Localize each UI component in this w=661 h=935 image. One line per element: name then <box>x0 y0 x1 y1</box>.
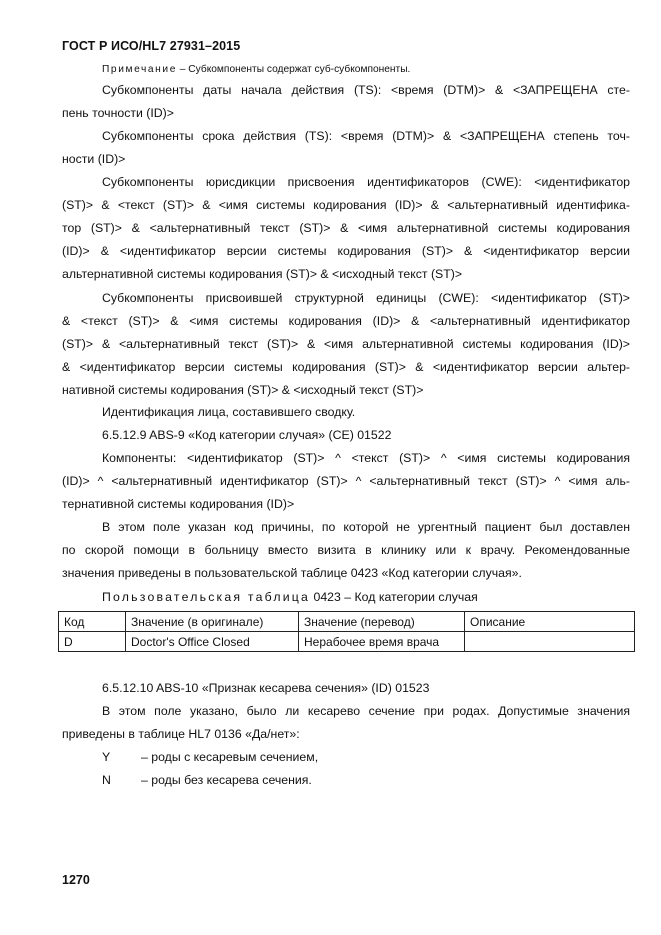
paragraph-line: & <текст (ST)> & <имя системы кодирования (ID)> & <альтернативный идентификатор <box>62 314 630 328</box>
column-header: Код <box>59 612 126 632</box>
paragraph-line: приведены в таблице HL7 0136 «Да/нет»: <box>62 727 300 741</box>
table-cell: Нерабочее время врача <box>299 632 465 652</box>
paragraph-line: (ID)> & <идентификатор версии системы кодирования (ST)> & <идентификатор версии <box>62 244 630 258</box>
paragraph-line: Компоненты: <идентификатор (ST)> ^ <текст (ST)> ^ <имя системы кодирования <box>102 451 630 465</box>
paragraph-line: (ST)> & <текст (ST)> & <имя системы кодирования (ID)> & <альтернативный идентифика- <box>62 198 630 212</box>
paragraph-line: В этом поле указан код причины, по которой не ургентный пациент был доставлен <box>102 520 630 534</box>
table-caption-title: 0423 – Код категории случая <box>310 590 478 604</box>
table-caption-label: Пользовательская таблица <box>102 590 311 604</box>
column-header: Значение (в оригинале) <box>126 612 299 632</box>
paragraph-line: В этом поле указано, было ли кесарево сечение при родах. Допустимые значения <box>102 704 630 718</box>
column-header: Значение (перевод) <box>299 612 465 632</box>
paragraph-line: по скорой помощи в больницу вместо визита в клинику или к врачу. Рекомендованные <box>62 543 630 557</box>
paragraph-line: тор (ST)> & <альтернативный текст (ST)> & <имя альтернативной системы кодирования <box>62 221 630 235</box>
note-text: – Субкомпоненты содержат суб-субкомпоненты. <box>176 64 411 75</box>
paragraph-line: & <идентификатор версии системы кодирования (ST)> & <идентификатор версии альтер- <box>62 360 630 374</box>
paragraph-line: альтернативной системы кодирования (ST)> & <исходный текст (ST)> <box>62 267 463 281</box>
paragraph-line: Субкомпоненты срока действия (TS): <время (DTM)> & <ЗАПРЕЩЕНА степень точ- <box>102 129 630 143</box>
paragraph-line: ности (ID)> <box>62 152 126 166</box>
column-header: Описание <box>465 612 635 632</box>
table-cell: Doctor's Office Closed <box>126 632 299 652</box>
value-code: N <box>102 773 111 787</box>
paragraph-line: (ST)> & <альтернативный текст (ST)> & <имя альтернативной системы кодирования (ID)> <box>62 337 630 351</box>
table-cell <box>465 632 635 652</box>
paragraph-line: нативной системы кодирования (ST)> & <исходный текст (ST)> <box>62 383 424 397</box>
paragraph-line: Субкомпоненты присвоившей структурной единицы (CWE): <идентификатор (ST)> <box>102 291 630 305</box>
paragraph-line: Идентификация лица, составившего сводку. <box>102 405 356 419</box>
value-code: Y <box>102 750 111 764</box>
paragraph-line: значения приведены в пользовательской таблице 0423 «Код категории случая». <box>62 566 522 580</box>
note <box>102 62 630 78</box>
paragraph-line: Субкомпоненты даты начала действия (TS): <время (DTM)> & <ЗАПРЕЩЕНА сте- <box>102 83 630 97</box>
document-header: ГОСТ Р ИСО/HL7 27931–2015 <box>62 39 241 53</box>
paragraph-line: тернативной системы кодирования (ID)> <box>62 497 295 511</box>
page-number: 1270 <box>62 873 90 887</box>
value-description: – роды с кесаревым сечением, <box>141 750 319 764</box>
paragraph-line: (ID)> ^ <альтернативный идентификатор (ST)> ^ <альтернативный текст (ST)> ^ <имя аль- <box>62 474 630 488</box>
table-cell: D <box>59 632 126 652</box>
value-description: – роды без кесарева сечения. <box>141 773 312 787</box>
table-caption <box>102 589 630 605</box>
table-row <box>59 632 635 652</box>
section-heading: 6.5.12.9 ABS-9 «Код категории случая» (CE) 01522 <box>102 428 392 442</box>
section-heading: 6.5.12.10 ABS-10 «Признак кесарева сечения» (ID) 01523 <box>102 681 430 695</box>
paragraph-line: Субкомпоненты юрисдикции присвоения идентификаторов (CWE): <идентификатор <box>102 175 630 189</box>
table-header-row <box>59 612 635 632</box>
user-table-0423 <box>58 611 635 652</box>
paragraph-line: пень точности (ID)> <box>62 106 174 120</box>
note-label: Примечание <box>102 64 177 75</box>
